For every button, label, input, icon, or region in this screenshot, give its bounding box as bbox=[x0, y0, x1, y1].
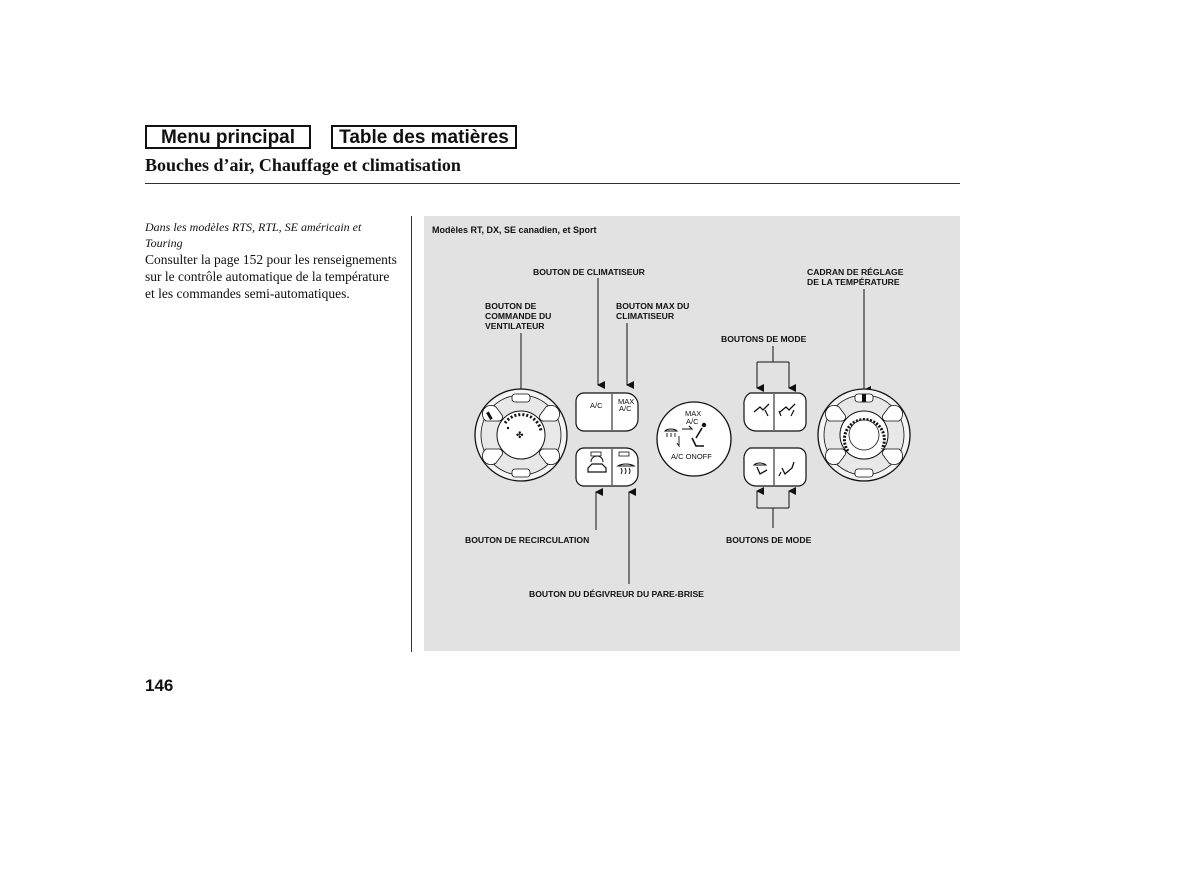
label-fan-line3: VENTILATEUR bbox=[485, 321, 545, 331]
mode-buttons-bottom bbox=[744, 448, 806, 486]
mode-buttons-top bbox=[744, 393, 806, 431]
page-number: 146 bbox=[145, 676, 174, 695]
max-label: MAX bbox=[618, 397, 635, 406]
climate-control-figure bbox=[424, 216, 960, 651]
center-ac-label: A/C bbox=[686, 417, 699, 426]
ac-button-pair bbox=[576, 393, 638, 431]
center-ac-knob[interactable] bbox=[657, 402, 731, 476]
label-defroster: BOUTON DU DÉGIVREUR DU PARE-BRISE bbox=[529, 589, 704, 599]
recirc-defrost-button-pair bbox=[576, 448, 638, 486]
label-temp-dial-line1: CADRAN DE RÉGLAGE bbox=[807, 267, 904, 277]
label-recirculation: BOUTON DE RECIRCULATION bbox=[465, 535, 590, 545]
max-ac-button[interactable]: A/C bbox=[619, 404, 632, 413]
label-max-ac-line2: CLIMATISEUR bbox=[616, 311, 675, 321]
main-menu-button[interactable]: Menu principal bbox=[145, 125, 311, 149]
column-divider bbox=[411, 216, 412, 652]
figure-caption: Modèles RT, DX, SE canadien, et Sport bbox=[432, 225, 597, 235]
model-note: Dans les modèles RTS, RTL, SE américain et Touring bbox=[145, 220, 362, 250]
center-max-label: MAX bbox=[685, 409, 702, 418]
climate-control-diagram bbox=[424, 216, 960, 651]
section-title: Bouches d’air, Chauffage et climatisation bbox=[145, 155, 461, 175]
fan-icon: ✤ bbox=[516, 430, 524, 440]
label-fan-line2: COMMANDE DU bbox=[485, 311, 552, 321]
temperature-control-dial[interactable] bbox=[818, 389, 910, 481]
fan-control-dial[interactable] bbox=[475, 389, 567, 481]
center-onoff-label: A/C ONOFF bbox=[671, 452, 712, 461]
table-of-contents-button[interactable]: Table des matières bbox=[331, 125, 517, 149]
body-paragraph: Consulter la page 152 pour les renseignements sur le contrôle automatique de la température et les commandes semi-automatiques. bbox=[145, 252, 397, 301]
label-mode-buttons-top: BOUTONS DE MODE bbox=[721, 334, 807, 344]
title-divider bbox=[145, 183, 960, 184]
label-temp-dial-line2: DE LA TEMPÉRATURE bbox=[807, 277, 900, 287]
label-ac-button: BOUTON DE CLIMATISEUR bbox=[533, 267, 645, 277]
label-max-ac-line1: BOUTON MAX DU bbox=[616, 301, 690, 311]
label-fan-line1: BOUTON DE bbox=[485, 301, 537, 311]
label-mode-buttons-bottom: BOUTONS DE MODE bbox=[726, 535, 812, 545]
ac-button[interactable]: A/C bbox=[590, 401, 603, 410]
